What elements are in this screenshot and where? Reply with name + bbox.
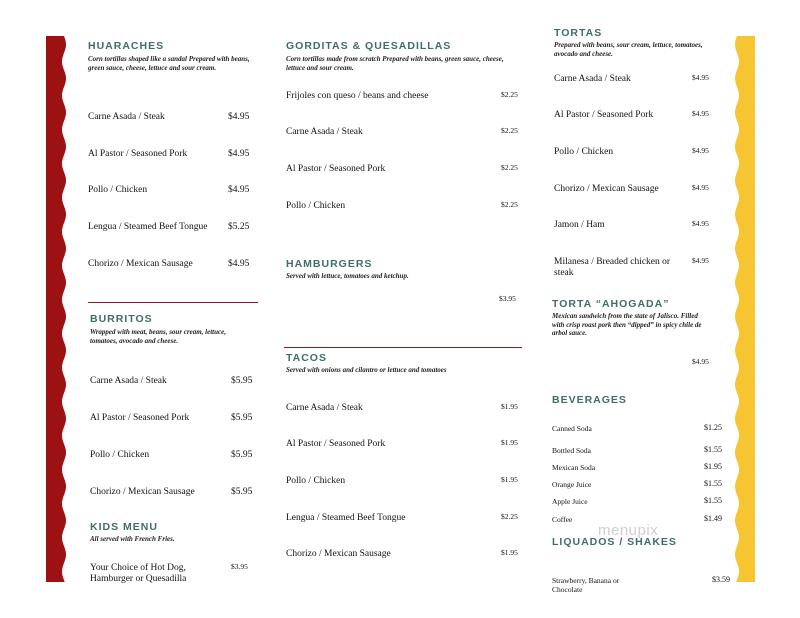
beverage-item-price: $1.95 <box>704 462 722 471</box>
beverage-item-price: $1.49 <box>704 514 722 523</box>
burritos-item-name: Pollo / Chicken <box>90 450 150 460</box>
tortas-section <box>554 27 719 58</box>
burritos-item-price: $5.95 <box>231 450 253 460</box>
huaraches-item-price: $5.25 <box>228 222 250 232</box>
beverage-item-price: $1.55 <box>704 445 722 454</box>
tacos-title: TACOS <box>286 352 327 364</box>
tacos-item-name: Chorizo / Mexican Sausage <box>286 549 391 559</box>
liquados-title: LIQUADOS / SHAKES <box>552 536 677 548</box>
gorditas-item-name: Frijoles con queso / beans and cheese <box>286 91 429 101</box>
burritos-item-name: Carne Asada / Steak <box>90 376 167 386</box>
tortas-item-name: Chorizo / Mexican Sausage <box>554 184 659 194</box>
burritos-item-name: Chorizo / Mexican Sausage <box>90 487 195 497</box>
burritos-item-price: $5.95 <box>231 413 253 423</box>
beverage-item-name: Mexican Soda <box>552 463 596 472</box>
tortas-description: Prepared with beans, sour cream, lettuce, tomatoes, avocado and cheese. <box>554 41 703 58</box>
hamburgers-title: HAMBURGERS <box>286 258 373 270</box>
kids-menu-item-price: $3.95 <box>231 562 248 571</box>
beverage-item-price: $1.55 <box>704 496 722 505</box>
beverage-item-name: Canned Soda <box>552 424 592 433</box>
huaraches-item-name: Lengua / Steamed Beef Tongue <box>88 222 208 232</box>
tortas-item-price: $4.95 <box>692 73 709 82</box>
tortas-item-price: $4.95 <box>692 256 709 265</box>
huaraches-item-name: Al Pastor / Seasoned Pork <box>88 149 188 159</box>
tortas-item-price: $4.95 <box>692 109 709 118</box>
gorditas-description: Corn tortillas made from scratch Prepared with beans, green sauce, cheese, lettuce and sour cream. <box>286 55 504 72</box>
gorditas-item-price: $2.25 <box>501 90 518 99</box>
huaraches-title: HUARACHES <box>88 40 165 52</box>
tortas-item-name: Carne Asada / Steak <box>554 74 631 84</box>
kids-menu-section <box>90 521 260 544</box>
tortas-title: TORTAS <box>554 27 603 39</box>
huaraches-item-price: $4.95 <box>228 259 250 269</box>
watermark-text: menupix <box>598 522 659 539</box>
tortas-item-name: Jamon / Ham <box>554 220 605 230</box>
tortas-item-price: $4.95 <box>692 219 709 228</box>
hamburgers-description: Served with lettuce, tomatoes and ketchup. <box>286 272 409 280</box>
tortas-item-price: $4.95 <box>692 146 709 155</box>
beverage-item-price: $1.55 <box>704 479 722 488</box>
gorditas-item-price: $2.25 <box>501 200 518 209</box>
gorditas-item-name: Pollo / Chicken <box>286 201 346 211</box>
burritos-item-price: $5.95 <box>231 487 253 497</box>
torta-ahogada-description: Mexican sandwich from the state of Jalisco. Filled with crisp roast pork then “dipped” in spicy chile de arbol sauce. <box>552 312 702 337</box>
tacos-item-price: $2.25 <box>501 512 518 521</box>
tacos-item-name: Carne Asada / Steak <box>286 403 363 413</box>
torta-ahogada-title: TORTA “AHOGADA” <box>552 298 670 310</box>
huaraches-item-price: $4.95 <box>228 149 250 159</box>
torta-ahogada-section <box>552 298 720 338</box>
gorditas-item-price: $2.25 <box>501 163 518 172</box>
huaraches-description: Corn tortillas shaped like a sandal Prepared with beans, green sauce, cheese, lettuce and sour cream. <box>88 55 250 72</box>
beverage-item-name: Coffee <box>552 515 573 524</box>
burritos-title: BURRITOS <box>90 313 153 325</box>
section-divider <box>284 347 522 348</box>
tacos-item-price: $1.95 <box>501 438 518 447</box>
huaraches-item-price: $4.95 <box>228 112 250 122</box>
liquados-item-price: $3.59 <box>712 575 730 584</box>
hamburgers-price: $3.95 <box>499 294 516 303</box>
beverage-item-name: Bottled Soda <box>552 446 591 455</box>
gorditas-title: GORDITAS & QUESADILLAS <box>286 40 452 52</box>
tortas-item-name: Pollo / Chicken <box>554 147 614 157</box>
gorditas-item-name: Carne Asada / Steak <box>286 127 363 137</box>
tacos-item-price: $1.95 <box>501 548 518 557</box>
huaraches-item-name: Pollo / Chicken <box>88 185 148 195</box>
beverages-title: BEVERAGES <box>552 394 627 406</box>
tacos-item-name: Pollo / Chicken <box>286 476 346 486</box>
right-wavy-band <box>733 36 755 582</box>
hamburgers-section <box>286 258 526 281</box>
burritos-item-name: Al Pastor / Seasoned Pork <box>90 413 190 423</box>
gorditas-item-price: $2.25 <box>501 126 518 135</box>
gorditas-item-name: Al Pastor / Seasoned Pork <box>286 164 386 174</box>
gorditas-section <box>286 40 526 72</box>
section-divider <box>88 302 258 303</box>
liquados-item-name: Strawberry, Banana or Chocolate <box>552 576 620 594</box>
tacos-description: Served with onions and cilantro or lettuce and tomatoes <box>286 366 447 374</box>
tortas-item-name: Milanesa / Breaded chicken or steak <box>554 257 671 278</box>
kids-menu-item-name: Your Choice of Hot Dog, Hamburger or Quesadilla <box>90 563 187 584</box>
tacos-item-name: Lengua / Steamed Beef Tongue <box>286 513 406 523</box>
kids-menu-title: KIDS MENU <box>90 521 158 533</box>
tortas-item-price: $4.95 <box>692 183 709 192</box>
tacos-item-price: $1.95 <box>501 402 518 411</box>
burritos-section <box>90 313 260 345</box>
beverage-item-name: Orange Juice <box>552 480 592 489</box>
burritos-description: Wrapped with meat, beans, sour cream, lettuce, tomatoes, avocado and cheese. <box>90 328 226 345</box>
left-wavy-band <box>46 36 68 582</box>
torta-ahogada-price: $4.95 <box>692 357 709 366</box>
tacos-item-price: $1.95 <box>501 475 518 484</box>
burritos-item-price: $5.95 <box>231 376 253 386</box>
huaraches-item-name: Chorizo / Mexican Sausage <box>88 259 193 269</box>
beverage-item-price: $1.25 <box>704 423 722 432</box>
tortas-item-name: Al Pastor / Seasoned Pork <box>554 110 654 120</box>
huaraches-item-name: Carne Asada / Steak <box>88 112 165 122</box>
tacos-section <box>286 352 526 375</box>
huaraches-item-price: $4.95 <box>228 185 250 195</box>
kids-menu-description: All served with French Fries. <box>90 535 175 543</box>
beverage-item-name: Apple Juice <box>552 497 588 506</box>
tacos-item-name: Al Pastor / Seasoned Pork <box>286 439 386 449</box>
huaraches-section <box>88 40 258 72</box>
